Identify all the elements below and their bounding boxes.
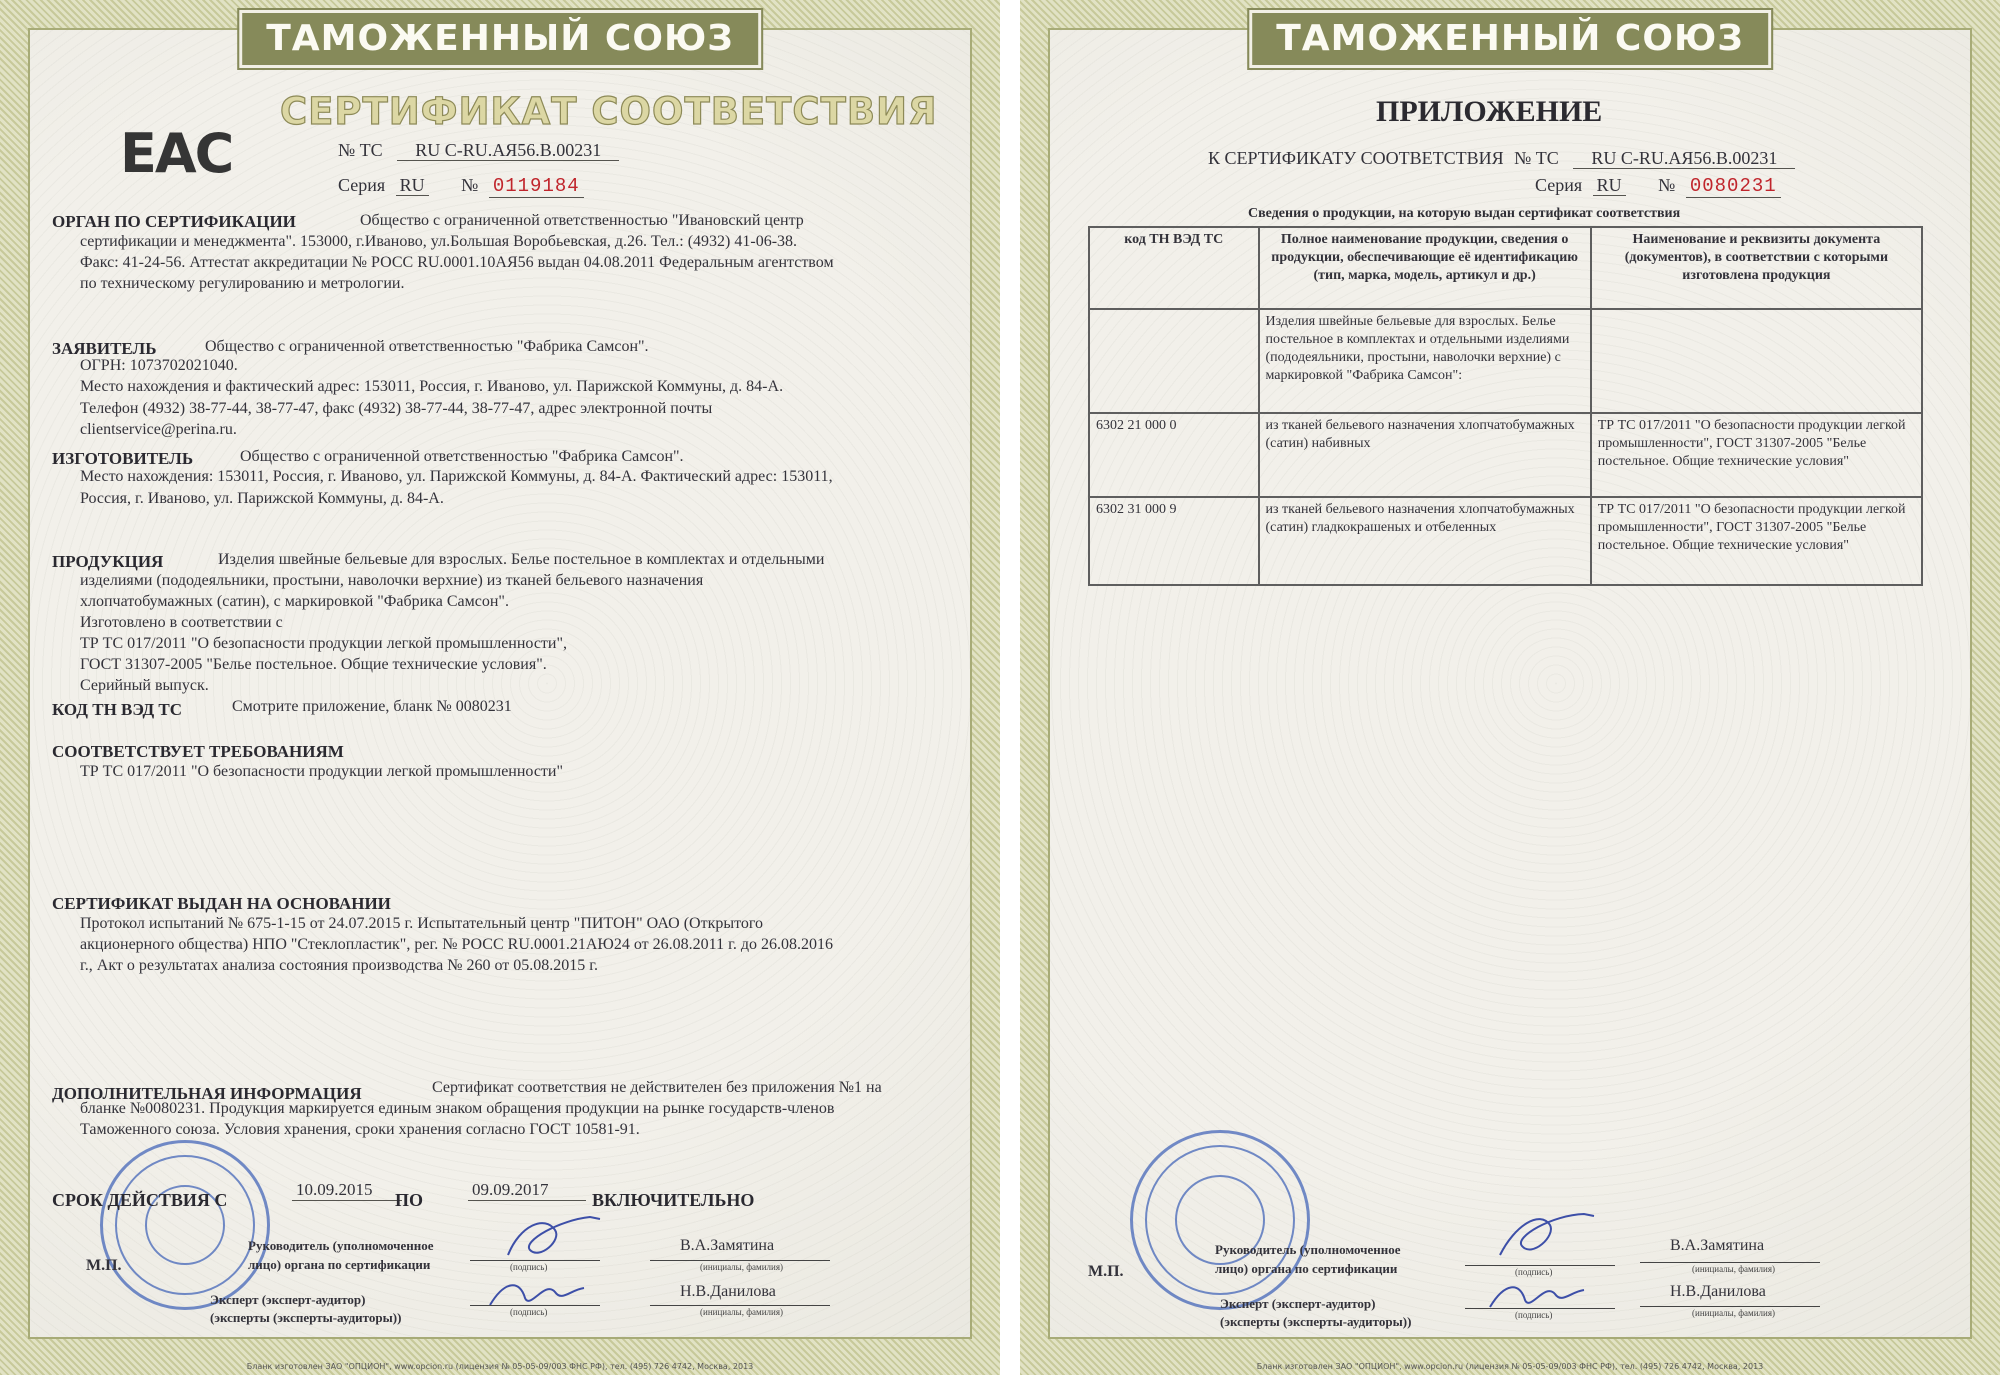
validity-to: 09.09.2017: [468, 1180, 586, 1201]
row-1-product: из тканей бельевого назначения хлопчатобумажных (сатин) набивных: [1259, 413, 1591, 497]
head-label-2: лицо) органа по сертификации: [248, 1257, 431, 1272]
annex-head-signature: [1490, 1200, 1600, 1264]
customs-union-banner: ТАМОЖЕННЫЙ СОЮЗ: [239, 10, 761, 68]
annex-mp-label: М.П.: [1088, 1263, 1124, 1280]
code-value: Смотрите приложение, бланк № 0080231: [232, 698, 512, 715]
series-label: Серия: [338, 175, 386, 195]
number-label: № ТС: [338, 140, 383, 160]
table-row: [1089, 497, 1922, 585]
eac-logo: ЕАС: [120, 122, 233, 185]
product-line-7: Серийный выпуск.: [80, 677, 209, 694]
table-caption: Сведения о продукции, на которую выдан сертификат соответствия: [1248, 206, 1681, 221]
applicant-line-3: Место нахождения и фактический адрес: 153011, Россия, г. Иваново, ул. Парижской Коммуны, д. 84-А.: [80, 378, 784, 395]
row-0-code: [1089, 309, 1259, 413]
expert-label-1: Эксперт (эксперт-аудитор): [210, 1292, 366, 1307]
row-1-code: 6302 21 000 0: [1089, 413, 1259, 497]
applicant-line-1: Общество с ограниченной ответственностью "Фабрика Самсон".: [205, 338, 649, 355]
annex-head-label-1: Руководитель (уполномоченное: [1215, 1242, 1401, 1257]
certificate-title: СЕРТИФИКАТ СООТВЕТСТВИЯ: [280, 90, 938, 133]
expert-name: Н.В.Данилова: [680, 1283, 776, 1300]
series-value: RU: [396, 175, 429, 196]
additional-line-2: бланке №0080231. Продукция маркируется единым знаком обращения продукции на рынке государств-членов: [80, 1100, 835, 1117]
annex-title: ПРИЛОЖЕНИЕ: [1376, 95, 1603, 128]
head-sig-line: [470, 1260, 600, 1261]
expert-sig-caption: (подпись): [510, 1307, 548, 1317]
expert-name-caption: (инициалы, фамилия): [700, 1307, 783, 1317]
annex-expert-name-line: [1640, 1306, 1820, 1307]
customs-union-banner-annex: ТАМОЖЕННЫЙ СОЮЗ: [1249, 10, 1771, 68]
product-line-2: изделиями (пододеяльники, простыни, наволочки верхние) из тканей бельевого назначения: [80, 572, 704, 589]
annex-head-name-caption: (инициалы, фамилия): [1692, 1264, 1775, 1274]
product-line-3: хлопчатобумажных (сатин), с маркировкой "Фабрика Самсон".: [80, 593, 509, 610]
series-row: [338, 175, 584, 196]
basis-label: СЕРТИФИКАТ ВЫДАН НА ОСНОВАНИИ: [52, 894, 391, 913]
validity-label: СРОК ДЕЙСТВИЯ С: [52, 1190, 228, 1210]
annex-number-label: № ТС: [1514, 148, 1559, 168]
expert-sig-line: [470, 1305, 600, 1306]
expert-name-line: [650, 1305, 830, 1306]
annex-number-row: [1208, 148, 1795, 168]
annex-subtitle: К СЕРТИФИКАТУ СООТВЕТСТВИЯ: [1208, 148, 1504, 168]
annex-head-sig-caption: (подпись): [1515, 1267, 1553, 1277]
product-label: ПРОДУКЦИЯ: [52, 552, 164, 571]
annex-expert-sig-caption: (подпись): [1515, 1310, 1553, 1320]
product-line-4: Изготовлено в соответствии с: [80, 614, 283, 631]
head-signature: [500, 1205, 610, 1265]
annex-expert-name: Н.В.Данилова: [1670, 1283, 1766, 1300]
col-header-documents: Наименование и реквизиты документа (документов), в соответствии с которыми изготовлена продукция: [1591, 227, 1922, 309]
manufacturer-line-2: Место нахождения: 153011, Россия, г. Иваново, ул. Парижской Коммуны, д. 84-А. Фактический адрес: 153011,: [80, 468, 833, 485]
validity-inclusive: ВКЛЮЧИТЕЛЬНО: [592, 1190, 755, 1210]
number-row: [338, 140, 619, 160]
applicant-label: ЗАЯВИТЕЛЬ: [52, 339, 157, 358]
head-name: В.А.Замятина: [680, 1237, 775, 1254]
left-footer: Бланк изготовлен ЗАО "ОПЦИОН", www.opcion.ru (лицензия № 05-05-09/003 ФНС РФ), тел. (495) 726 4742, Москва, 2013: [246, 1362, 754, 1371]
annex-expert-label-1: Эксперт (эксперт-аудитор): [1220, 1296, 1376, 1311]
head-name-caption: (инициалы, фамилия): [700, 1262, 783, 1272]
annex-expert-sig-line: [1465, 1308, 1615, 1309]
basis-line-2: акционерного общества) НПО "Стеклопластик", рег. № РОСС RU.0001.21АЮ24 от 26.08.2011 г. до 26.08.2016: [80, 936, 833, 953]
annex-series-value: RU: [1593, 175, 1626, 196]
certification-stamp: [100, 1140, 270, 1310]
organ-line-3: Факс: 41-24-56. Аттестат аккредитации № РОСС RU.0001.10АЯ56 выдан 04.08.2011 Федеральным агентством: [80, 254, 834, 271]
mp-label: М.П.: [86, 1257, 122, 1274]
row-2-documents: ТР ТС 017/2011 "О безопасности продукции легкой промышленности", ГОСТ 31307-2005 "Белье постельное. Общие технические условия": [1591, 497, 1922, 585]
applicant-line-5: clientservice@perina.ru.: [80, 421, 237, 438]
head-sig-caption: (подпись): [510, 1262, 548, 1272]
additional-label: ДОПОЛНИТЕЛЬНАЯ ИНФОРМАЦИЯ: [52, 1084, 362, 1103]
additional-line-3: Таможенного союза. Условия хранения, сроки хранения согласно ГОСТ 10581-91.: [80, 1121, 640, 1138]
manufacturer-line-3: Россия, г. Иваново, ул. Парижской Коммуны, д. 84-А.: [80, 490, 444, 507]
row-2-product: из тканей бельевого назначения хлопчатобумажных (сатин) гладкокрашеных и отбеленных: [1259, 497, 1591, 585]
organ-label: ОРГАН ПО СЕРТИФИКАЦИИ: [52, 212, 296, 231]
complies-label: СООТВЕТСТВУЕТ ТРЕБОВАНИЯМ: [52, 742, 344, 761]
annex-head-name-line: [1640, 1262, 1820, 1263]
certificate-number: RU C-RU.АЯ56.В.00231: [397, 140, 619, 161]
table-row: [1089, 413, 1922, 497]
annex-head-name: В.А.Замятина: [1670, 1237, 1765, 1254]
complies-value: ТР ТС 017/2011 "О безопасности продукции легкой промышленности": [80, 763, 564, 780]
head-name-line: [650, 1260, 830, 1261]
applicant-line-2: ОГРН: 1073702021040.: [80, 357, 238, 374]
code-label: КОД ТН ВЭД ТС: [52, 700, 183, 719]
blank-number: 0119184: [489, 175, 584, 198]
blank-no-label: №: [461, 175, 479, 195]
additional-line-1: Сертификат соответствия не действителен без приложения №1 на: [432, 1079, 882, 1096]
annex-cert-number: RU C-RU.АЯ56.В.00231: [1573, 148, 1795, 169]
manufacturer-label: ИЗГОТОВИТЕЛЬ: [52, 449, 194, 468]
col-header-code: код ТН ВЭД ТС: [1089, 227, 1259, 309]
certification-stamp-annex: [1130, 1130, 1310, 1310]
product-line-1: Изделия швейные бельевые для взрослых. Белье постельное в комплектах и отдельными: [218, 551, 825, 568]
annex-expert-label-2: (эксперты (эксперты-аудиторы)): [1220, 1314, 1412, 1329]
row-0-documents: [1591, 309, 1922, 413]
right-footer: Бланк изготовлен ЗАО "ОПЦИОН", www.opcion.ru (лицензия № 05-05-09/003 ФНС РФ), тел. (495) 726 4742, Москва, 2013: [1256, 1362, 1764, 1371]
annex-head-label-2: лицо) органа по сертификации: [1215, 1261, 1398, 1276]
table-header-row: [1089, 227, 1922, 309]
annex-page: [1020, 0, 2000, 1375]
annex-series-row: [1535, 175, 1781, 196]
annex-head-sig-line: [1465, 1265, 1615, 1266]
organ-line-4: по техническому регулированию и метрологии.: [80, 275, 405, 292]
validity-from: 10.09.2015: [292, 1180, 402, 1201]
product-line-6: ГОСТ 31307-2005 "Белье постельное. Общие технические условия".: [80, 656, 547, 673]
annex-blank-no-label: №: [1658, 175, 1676, 195]
product-line-5: ТР ТС 017/2011 "О безопасности продукции легкой промышленности",: [80, 635, 568, 652]
row-0-product: Изделия швейные бельевые для взрослых. Белье постельное в комплектах и отдельными изделиями (пододеяльники, простыни, наволочки верхние) с маркировкой "Фабрика Самсон":: [1259, 309, 1591, 413]
manufacturer-line-1: Общество с ограниченной ответственностью "Фабрика Самсон".: [240, 448, 684, 465]
row-1-documents: ТР ТС 017/2011 "О безопасности продукции легкой промышленности", ГОСТ 31307-2005 "Белье постельное. Общие технические условия": [1591, 413, 1922, 497]
organ-line-2: сертификации и менеджмента". 153000, г.Иваново, ул.Большая Воробьевская, д.26. Тел.: (4932) 41-06-38.: [80, 233, 798, 250]
table-row: [1089, 309, 1922, 413]
expert-label-2: (эксперты (эксперты-аудиторы)): [210, 1310, 402, 1325]
organ-line-1: Общество с ограниченной ответственностью "Ивановский центр: [360, 212, 804, 229]
applicant-line-4: Телефон (4932) 38-77-44, 38-77-47, факс (4932) 38-77-44, 38-77-47, адрес электронной почты: [80, 400, 713, 417]
basis-line-1: Протокол испытаний № 675-1-15 от 24.07.2015 г. Испытательный центр "ПИТОН" ОАО (Открытого: [80, 915, 764, 932]
annex-expert-name-caption: (инициалы, фамилия): [1692, 1308, 1775, 1318]
head-label-1: Руководитель (уполномоченное: [248, 1238, 434, 1253]
row-2-code: 6302 31 000 9: [1089, 497, 1259, 585]
col-header-product: Полное наименование продукции, сведения о продукции, обеспечивающие её идентификацию (тип, марка, модель, артикул и др.): [1259, 227, 1591, 309]
product-table: [1088, 226, 1923, 586]
basis-line-3: г., Акт о результатах анализа состояния производства № 260 от 05.08.2015 г.: [80, 957, 598, 974]
annex-blank-number: 0080231: [1686, 175, 1781, 198]
validity-to-label: ПО: [395, 1190, 424, 1210]
annex-series-label: Серия: [1535, 175, 1583, 195]
